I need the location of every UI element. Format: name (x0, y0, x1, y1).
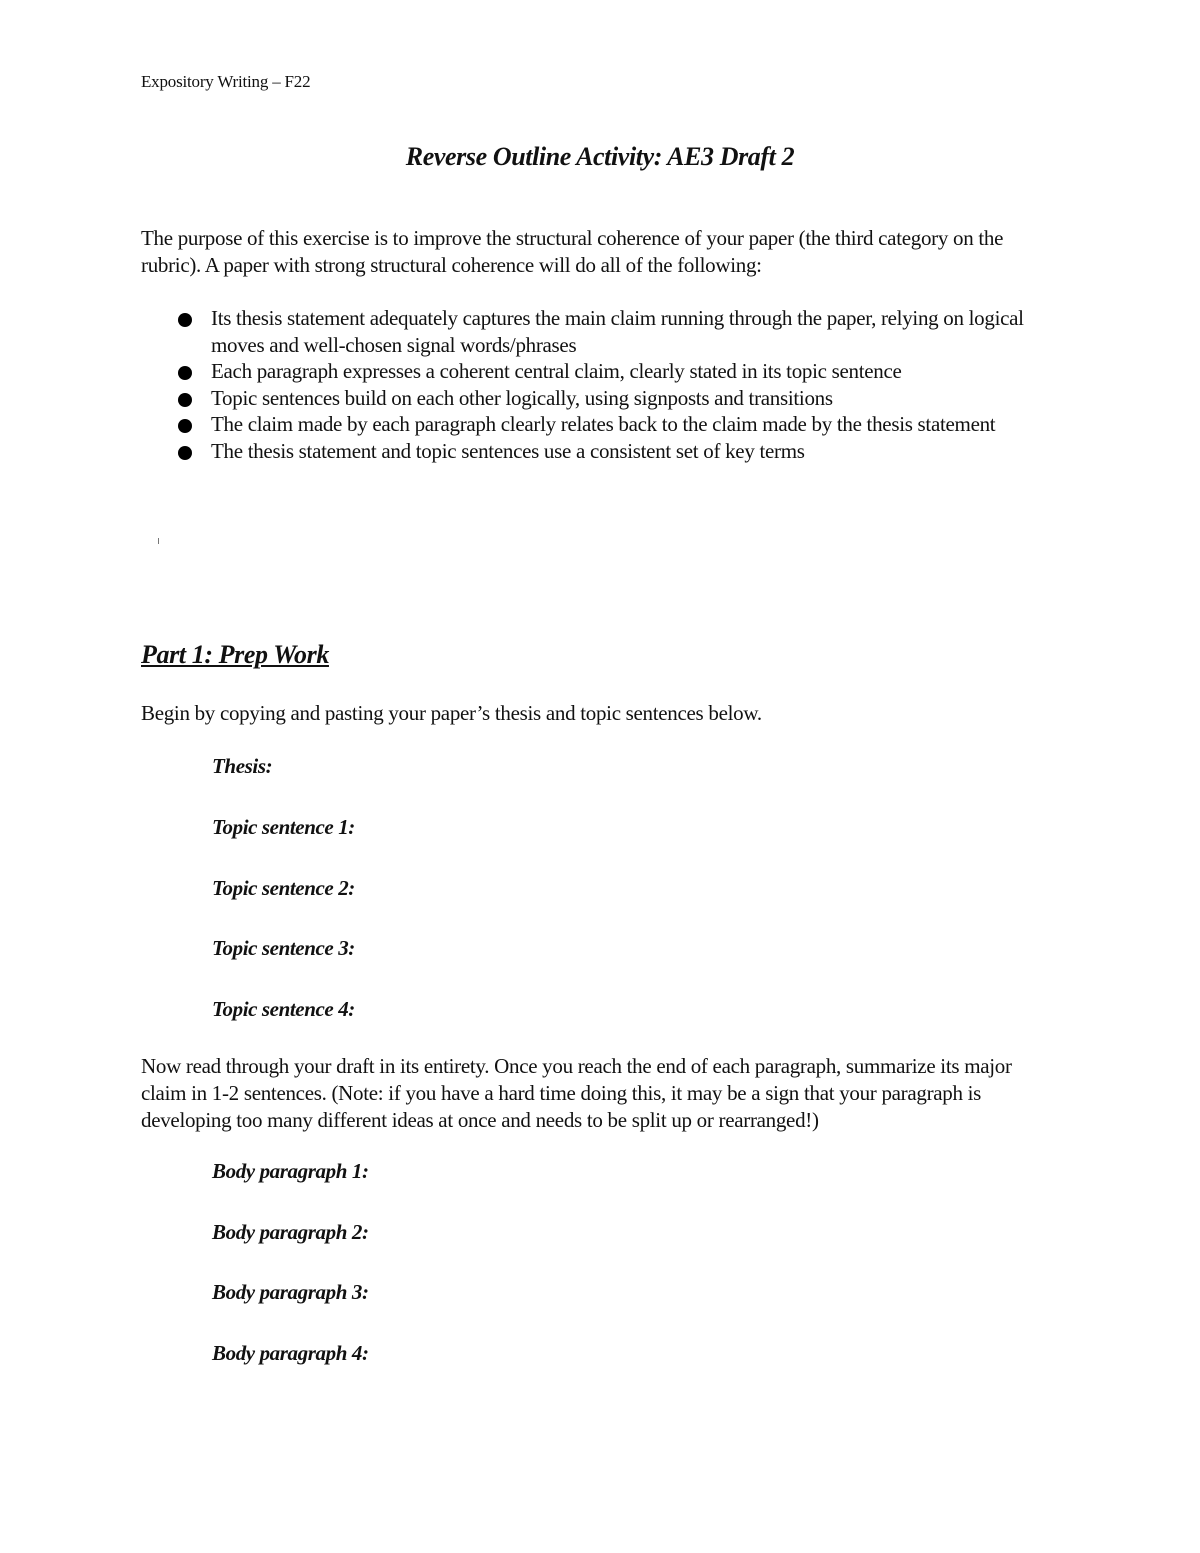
criteria-text: The claim made by each paragraph clearly relates back to the claim made by the thesis statement (211, 412, 996, 436)
part1-instructions: Begin by copying and pasting your paper’s thesis and topic sentences below. (141, 701, 762, 725)
bullet-icon (178, 419, 192, 433)
body-paragraph-label: Body paragraph 1: (212, 1159, 369, 1183)
intro-paragraph: The purpose of this exercise is to improve the structural coherence of your paper (the third category on the rubric). A paper with strong structural coherence will do all of the following: (141, 226, 1004, 277)
topic-sentence-label: Topic sentence 2: (212, 876, 355, 900)
topic-sentence-label: Topic sentence 4: (212, 997, 355, 1021)
bullet-icon (178, 366, 192, 380)
criteria-text: The thesis statement and topic sentences use a consistent set of key terms (211, 438, 805, 463)
criteria-item (141, 438, 1051, 465)
criteria-item (141, 358, 1051, 385)
criteria-text: Topic sentences build on each other logically, using signposts and transitions (211, 385, 833, 410)
body-paragraph-label: Body paragraph 2: (212, 1220, 369, 1244)
thesis-label: Thesis: (212, 754, 273, 778)
course-header: Expository Writing – F22 (141, 72, 311, 91)
stray-mark (158, 538, 159, 544)
bullet-icon (178, 393, 192, 407)
criteria-item (141, 411, 1051, 438)
criteria-list (141, 305, 1051, 464)
document-title: Reverse Outline Activity: AE3 Draft 2 (405, 142, 795, 171)
criteria-text: Its thesis statement adequately captures the main claim running through the paper, relying on logical moves and well-chosen signal words/phrases (211, 306, 1024, 357)
bullet-icon (178, 446, 192, 460)
topic-sentence-label: Topic sentence 3: (212, 936, 355, 960)
part1-heading: Part 1: Prep Work (141, 640, 329, 669)
topic-sentence-label: Topic sentence 1: (212, 815, 355, 839)
criteria-text: Each paragraph expresses a coherent central claim, clearly stated in its topic sentence (211, 359, 902, 383)
summary-instructions: Now read through your draft in its entirety. Once you reach the end of each paragraph, summarize its major claim in 1-2 sentences. (Note: if you have a hard time doing this, it may be a sign that your paragraph is developing too many different ideas at once and needs to be split up or rearranged!) (141, 1054, 1012, 1132)
body-paragraph-label: Body paragraph 4: (212, 1341, 369, 1365)
bullet-icon (178, 313, 192, 327)
body-paragraph-label: Body paragraph 3: (212, 1280, 369, 1304)
criteria-item (141, 305, 1051, 358)
criteria-item (141, 385, 1051, 412)
